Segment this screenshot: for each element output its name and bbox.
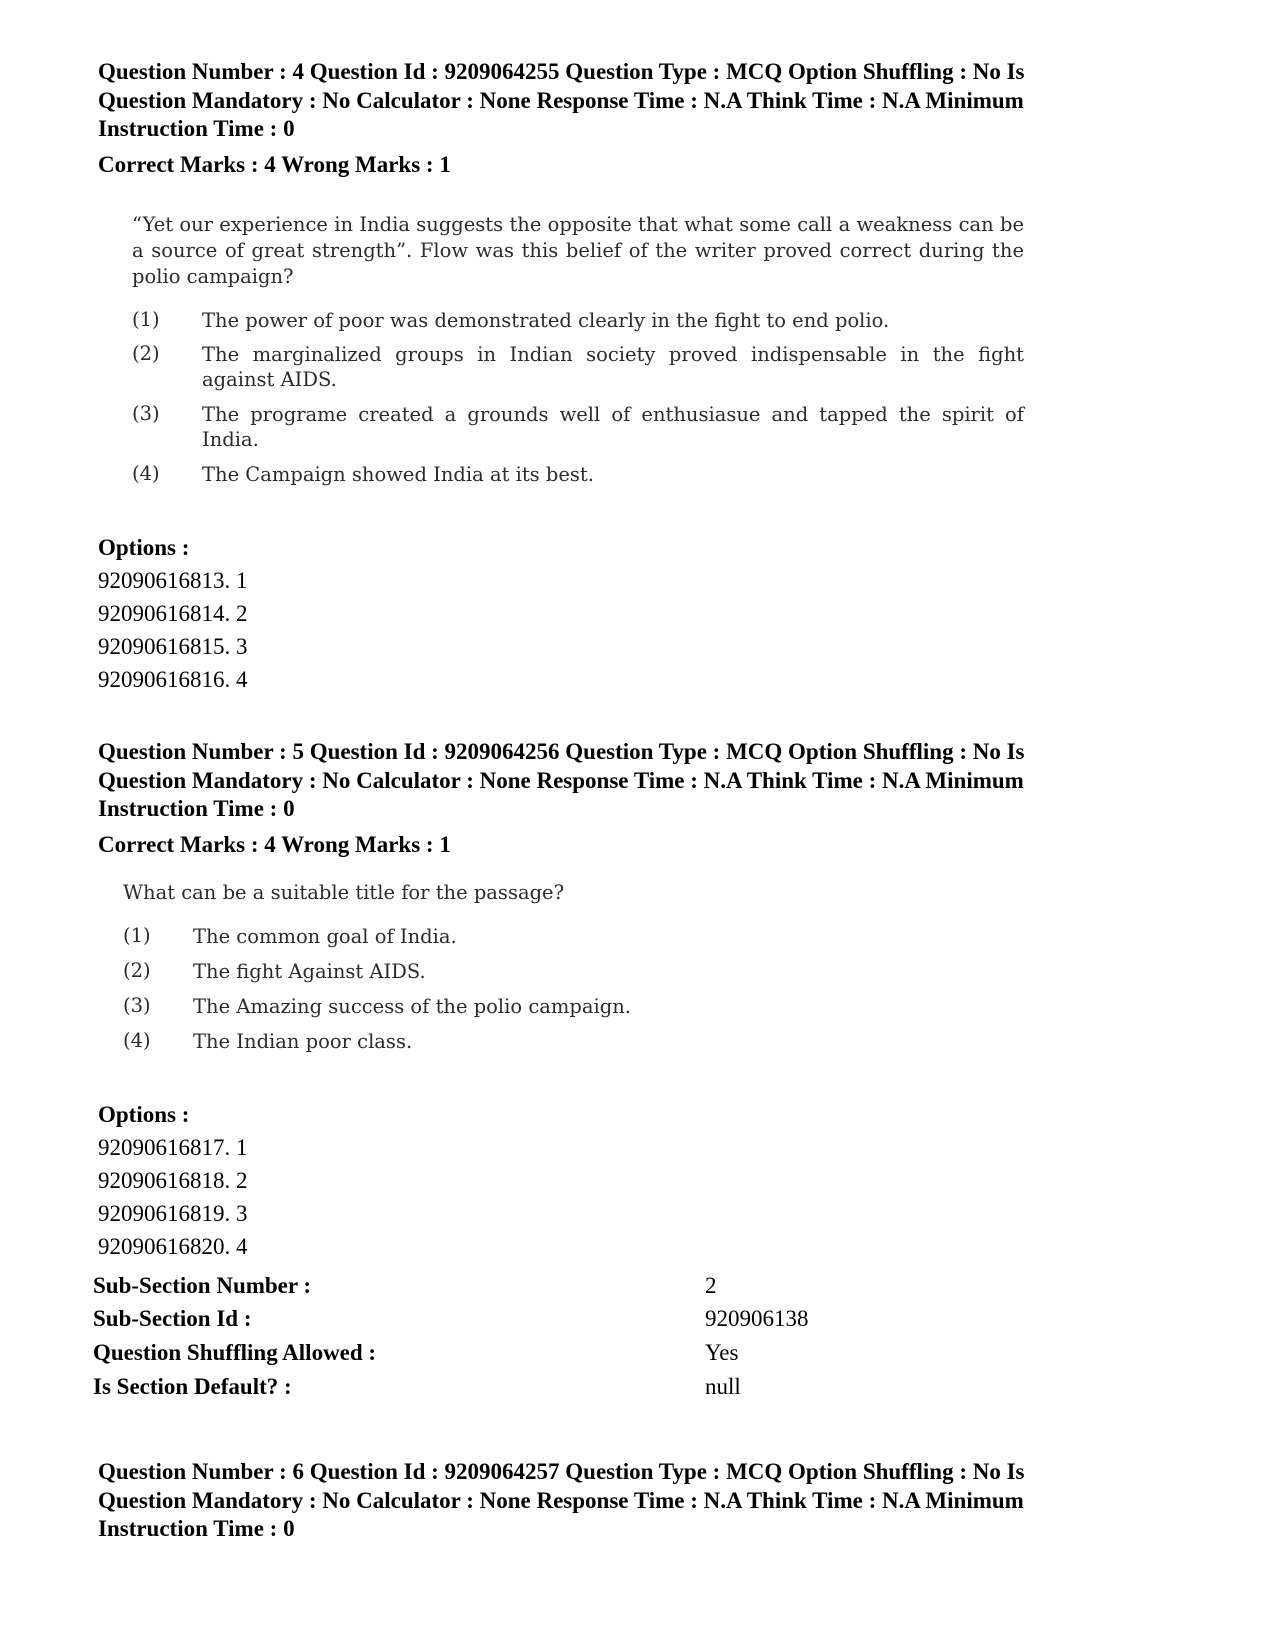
q4-option-4: 92090616816. 4 xyxy=(98,667,248,692)
q4-option-3: 92090616815. 3 xyxy=(98,634,248,659)
subsection-id-value: 920906138 xyxy=(705,1306,809,1331)
q5-marks: Correct Marks : 4 Wrong Marks : 1 xyxy=(98,832,451,857)
q5-choice-1: (1) The common goal of India. xyxy=(123,924,457,948)
q6-meta: Question Number : 6 Question Id : 9209064257 Question Type : MCQ Option Shuffling : No Is Question Mandatory : No Calculator : None Response Time : N.A Think Time : N.A Minimum Instruction Time : 0 xyxy=(98,1459,1025,1541)
q4-option-2: 92090616814. 2 xyxy=(98,601,248,626)
q5-choice-2: (2) The fight Against AIDS. xyxy=(123,959,426,983)
q4-meta: Question Number : 4 Question Id : 9209064255 Question Type : MCQ Option Shuffling : No Is Question Mandatory : No Calculator : None Response Time : N.A Think Time : N.A Minimum Instruction Time : 0 xyxy=(98,59,1025,141)
q5-option-4: 92090616820. 4 xyxy=(98,1234,248,1259)
q5-options-label: Options : xyxy=(98,1102,190,1127)
section-default-label: Is Section Default? : xyxy=(93,1374,292,1399)
q5-option-3: 92090616819. 3 xyxy=(98,1201,248,1226)
q5-option-1: 92090616817. 1 xyxy=(98,1135,248,1160)
q5-stem: What can be a suitable title for the passage? xyxy=(123,881,565,904)
q4-choice-4: (4) The Campaign showed India at its best. xyxy=(132,462,594,486)
q5-question-scan xyxy=(123,880,823,1054)
q4-options-label: Options : xyxy=(98,535,190,560)
q5-meta: Question Number : 5 Question Id : 9209064256 Question Type : MCQ Option Shuffling : No Is Question Mandatory : No Calculator : None Response Time : N.A Think Time : N.A Minimum Instruction Time : 0 xyxy=(98,739,1025,821)
subsection-number-value: 2 xyxy=(705,1273,717,1298)
q5-choice-4: (4) The Indian poor class. xyxy=(123,1029,413,1053)
subsection-number-label: Sub-Section Number : xyxy=(93,1273,312,1298)
q4-stem: “Yet our experience in India suggests the opposite that what some call a weakness can be a source of great strength”. Flow was this belief of the writer proved correct during the polio campaign? xyxy=(132,213,1024,288)
q4-marks: Correct Marks : 4 Wrong Marks : 1 xyxy=(98,152,451,177)
question-shuffling-label: Question Shuffling Allowed : xyxy=(93,1340,377,1365)
q4-choice-3: (3) The programe created a grounds well of enthusiasue and tapped the spirit of India. xyxy=(132,402,1024,451)
subsection-id-label: Sub-Section Id : xyxy=(93,1306,252,1331)
q4-option-1: 92090616813. 1 xyxy=(98,568,248,593)
section-default-value: null xyxy=(705,1374,741,1399)
q5-choice-3: (3) The Amazing success of the polio campaign. xyxy=(123,994,631,1018)
q4-question-scan xyxy=(132,212,1024,487)
q4-choice-1: (1) The power of poor was demonstrated clearly in the fight to end polio. xyxy=(132,308,890,332)
q5-option-2: 92090616818. 2 xyxy=(98,1168,248,1193)
question-shuffling-value: Yes xyxy=(705,1340,739,1365)
q4-choice-2: (2) The marginalized groups in Indian society proved indispensable in the fight against AIDS. xyxy=(132,342,1024,391)
